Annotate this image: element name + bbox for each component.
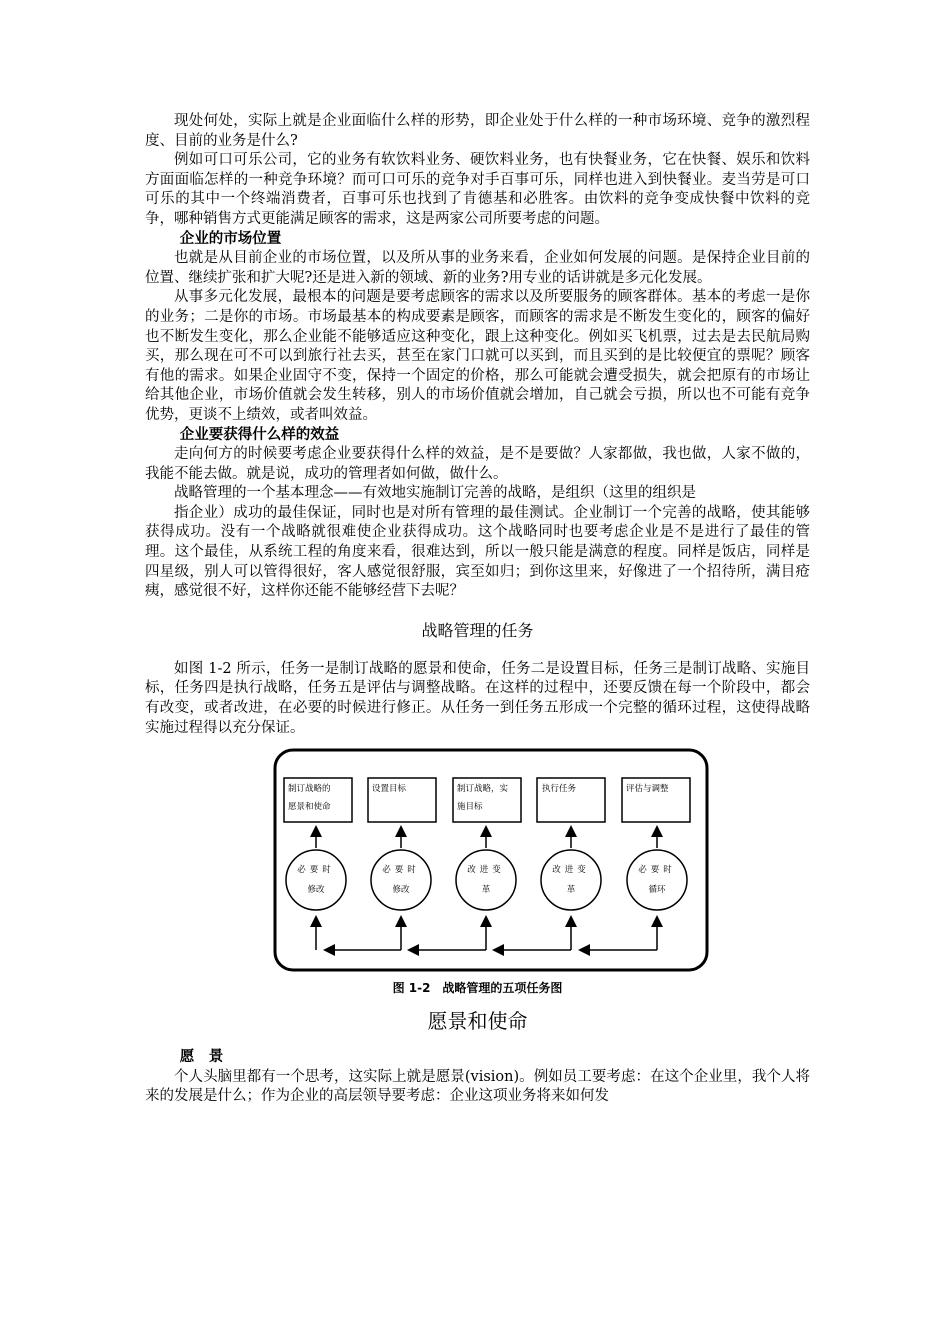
intro-paragraph-1: 现处何处，实际上就是企业面临什么样的形势，即企业处于什么样的一种市场环境、竞争的激烈程度、目前的业务是什么?: [145, 113, 810, 149]
circle-2-label: 必要时 修改: [382, 865, 420, 896]
task-box-4-label: 执行任务: [542, 784, 577, 795]
vision-paragraph: 个人头脑里都有一个思考，这实际上就是愿景(vision)。例如员工要考虑：在这个企业里，我个人将来的发展是什么；作为企业的高层领导要考虑：企业这项业务将来如何发: [145, 1068, 810, 1105]
vision-subheading: 愿 景: [179, 1049, 224, 1066]
task-box-2-label: 设置目标: [372, 784, 407, 795]
tasks-heading: 战略管理的任务: [421, 620, 534, 640]
vision-heading: 愿景和使命: [427, 1009, 528, 1034]
tasks-paragraph: 如图 1-2 所示，任务一是制订战略的愿景和使命，任务二是设置目标，任务三是制订战略、实施目标，任务四是执行战略，任务五是评估与调整战略。在这样的过程中，还要反馈在每一个阶段中，都会有改变，或者改进，在必要的时候进行修正。从任务一到任务五形成一个完整的循环过程，这使得战略实施过程得以充分保证。: [145, 660, 810, 736]
circle-1-label: 必要时 修改: [297, 865, 335, 896]
document-page: [145, 112, 810, 1107]
benefit-paragraph-2a: 战略管理的一个基本理念——有效地实施制订完善的战略，是组织（这里的组织是: [174, 485, 696, 502]
circle-5-label: 必要时 循环: [638, 865, 676, 896]
strategy-tasks-diagram: [145, 748, 810, 976]
market-heading: 企业的市场位置: [179, 230, 282, 247]
task-box-1-label: 制订战略的 愿景和使命: [288, 784, 331, 813]
task-box-5-label: 评估与调整: [626, 784, 669, 795]
task-box-3-label: 制订战略，实 施目标: [457, 784, 509, 813]
benefit-paragraph-1: 走向何方的时候要考虑企业要获得什么样的效益，是不是要做？人家都做，我也做，人家不做的，我能不能去做。就是说，成功的管理者如何做，做什么。: [145, 446, 810, 482]
circle-4-label: 改进变 革: [552, 865, 590, 896]
market-paragraph-1: 也就是从目前企业的市场位置，以及所从事的业务来看，企业如何发展的问题。是保持企业目前的位置、继续扩张和扩大呢?还是进入新的领域、新的业务?用专业的话讲就是多元化发展。: [145, 250, 810, 286]
market-paragraph-2: 从事多元化发展，最根本的问题是要考虑顾客的需求以及所要服务的顾客群体。基本的考虑一是你的业务；二是你的市场。市场最基本的构成要素是顾客，而顾客的需求是不断发生变化的，顾客的偏好也不断发生变化，那么企业能不能够适应这种变化，跟上这种变化。例如买飞机票，过去是去民航局购买，那么现在可不可以到旅行社去买，甚至在家门口就可以买到，而且买到的是比较便宜的票呢？顾客有他的需求。如果企业固守不变，保持一个固定的价格，那么可能就会遭受损失，就会把原有的市场让给其他企业，市场价值就会发生转移，别人的市场价值就会增加，自己就会亏损，所以也不可能有竞争优势，更谈不上绩效，或者叫效益。: [145, 289, 810, 423]
circle-3-label: 改进变 革: [467, 865, 505, 896]
benefit-heading: 企业要获得什么样的效益: [179, 426, 340, 443]
figure-caption: 图 1-2 战略管理的五项任务图: [392, 981, 563, 996]
intro-paragraph-2: 例如可口可乐公司，它的业务有软饮料业务、硬饮料业务，也有快餐业务，它在快餐、娱乐和饮料方面面临怎样的一种竞争环境？而可口可乐的竞争对手百事可乐，同样也进入到快餐业。麦当劳是可口可乐的其中一个终端消费者，百事可乐也找到了肯德基和必胜客。由饮料的竞争变成快餐中饮料的竞争，哪种销售方式更能满足顾客的需求，这是两家公司所要考虑的问题。: [145, 152, 810, 227]
benefit-paragraph-2b: 指企业）成功的最佳保证，同时也是对所有管理的最佳测试。企业制订一个完善的战略，使其能够获得成功。没有一个战略就很难使企业获得成功。这个战略同时也要考虑企业是不是进行了最佳的管理。这个最佳，从系统工程的角度来看，很难达到，所以一般只能是满意的程度。同样是饭店，同样是四星级，别人可以管得很好，客人感觉很舒服，宾至如归；到你这里来，好像进了一个招待所，满目疮痍，感觉很不好，这样你还能不能够经营下去呢？: [145, 504, 810, 600]
